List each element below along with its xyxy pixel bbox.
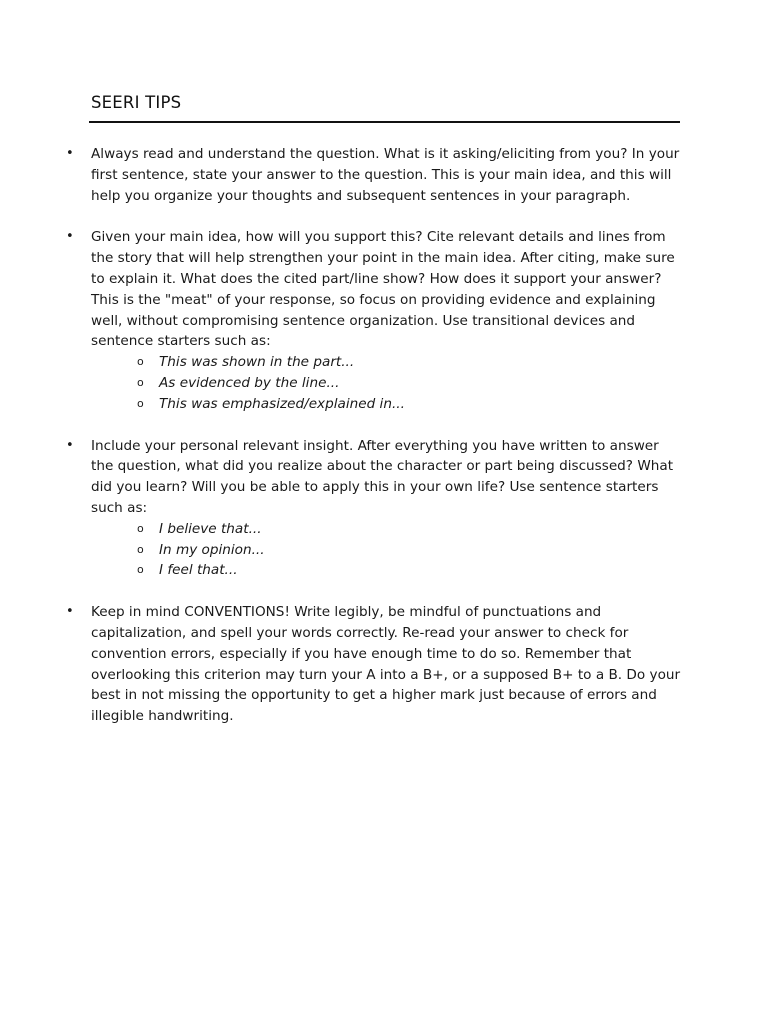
page-title: SEERI TIPS xyxy=(91,93,182,112)
circle-bullet-icon: o xyxy=(137,375,144,389)
sentence-starters-list xyxy=(91,352,684,414)
tip-item xyxy=(64,436,684,582)
tip-item xyxy=(64,602,684,727)
tip-item xyxy=(64,144,684,206)
sentence-starter-text: I believe that... xyxy=(159,520,262,537)
tip-text: Include your personal relevant insight. After everything you have written to answer the question, what did you realize about the character or part being discussed? What did you learn? Will you be able to apply this in your own life? Use sentence starters such as: xyxy=(91,437,674,516)
tip-text: Always read and understand the question. What is it asking/eliciting from you? In your first sentence, state your answer to the question. This is your main idea, and this will help you organize your thoughts and subsequent sentences in your paragraph. xyxy=(91,146,680,204)
tips-list xyxy=(64,144,684,748)
circle-bullet-icon: o xyxy=(137,396,144,410)
bullet-icon: • xyxy=(66,604,74,620)
circle-bullet-icon: o xyxy=(137,563,144,577)
sentence-starter-text: I feel that... xyxy=(159,562,238,579)
title-divider xyxy=(89,121,680,123)
circle-bullet-icon: o xyxy=(137,355,144,369)
bullet-icon: • xyxy=(66,229,74,245)
sentence-starter xyxy=(91,373,684,394)
sentence-starter xyxy=(91,519,684,540)
sentence-starter xyxy=(91,352,684,373)
circle-bullet-icon: o xyxy=(137,521,144,535)
bullet-icon: • xyxy=(66,437,74,453)
sentence-starter xyxy=(91,394,684,415)
tip-item xyxy=(64,227,684,414)
sentence-starter-text: This was shown in the part... xyxy=(159,354,355,371)
tip-text: Given your main idea, how will you support this? Cite relevant details and lines from the story that will help strengthen your point in the main idea. After citing, make sure to explain it. What does the cited part/line show? How does it support your answer? This is the "meat" of your response, so focus on providing evidence and explaining well, without compromising sentence organization. Use transitional devices and sentence starters such as: xyxy=(91,229,675,350)
tip-text: Keep in mind CONVENTIONS! Write legibly, be mindful of punctuations and capitalization, and spell your words correctly. Re-read your answer to check for convention errors, especially if you have enough time to do so. Remember that overlooking this criterion may turn your A into a B+, or a supposed B+ to a B. Do your best in not missing the opportunity to get a higher mark just because of errors and illegible handwriting. xyxy=(91,604,681,725)
sentence-starter-text: In my opinion... xyxy=(159,541,265,558)
sentence-starters-list xyxy=(91,519,684,581)
bullet-icon: • xyxy=(66,146,74,161)
sentence-starter-text: As evidenced by the line... xyxy=(159,374,340,391)
circle-bullet-icon: o xyxy=(137,542,144,556)
sentence-starter xyxy=(91,560,684,581)
sentence-starter xyxy=(91,540,684,561)
sentence-starter-text: This was emphasized/explained in... xyxy=(159,395,405,412)
